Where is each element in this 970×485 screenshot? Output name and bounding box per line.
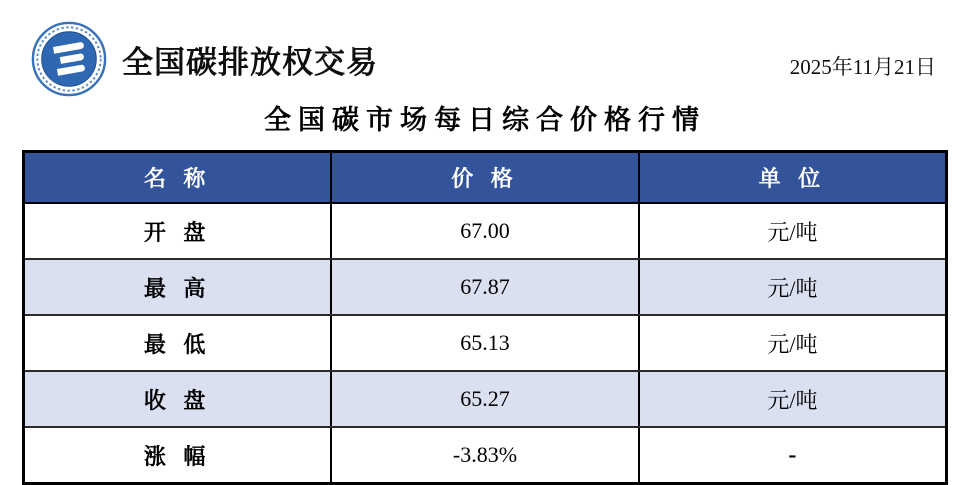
row-price: 65.13 bbox=[331, 315, 639, 371]
daily-price-table bbox=[22, 150, 948, 485]
column-header-unit: 单 位 bbox=[639, 152, 947, 204]
page-title: 全国碳市场每日综合价格行情 bbox=[264, 105, 706, 135]
row-label: 最 高 bbox=[24, 259, 332, 315]
column-header-price: 价 格 bbox=[331, 152, 639, 204]
carbon-exchange-seal-icon bbox=[30, 20, 108, 98]
table-row-high bbox=[24, 259, 947, 315]
row-label: 涨 幅 bbox=[24, 427, 332, 484]
table-header-row bbox=[24, 152, 947, 204]
bulletin-date: 2025年11月21日 bbox=[789, 55, 936, 79]
table-row-open bbox=[24, 203, 947, 259]
brand-title: 全国碳排放权交易 bbox=[122, 44, 378, 80]
page-header bbox=[30, 18, 936, 100]
table-row-low bbox=[24, 315, 947, 371]
row-unit: - bbox=[639, 427, 947, 484]
row-label: 开 盘 bbox=[24, 203, 332, 259]
row-price: 67.00 bbox=[331, 203, 639, 259]
row-unit: 元/吨 bbox=[639, 315, 947, 371]
row-price: 67.87 bbox=[331, 259, 639, 315]
row-price: 65.27 bbox=[331, 371, 639, 427]
column-header-name: 名 称 bbox=[24, 152, 332, 204]
row-label: 收 盘 bbox=[24, 371, 332, 427]
row-unit: 元/吨 bbox=[639, 203, 947, 259]
table-row-close bbox=[24, 371, 947, 427]
row-label: 最 低 bbox=[24, 315, 332, 371]
row-unit: 元/吨 bbox=[639, 259, 947, 315]
row-unit: 元/吨 bbox=[639, 371, 947, 427]
row-price: -3.83% bbox=[331, 427, 639, 484]
table-row-change bbox=[24, 427, 947, 484]
